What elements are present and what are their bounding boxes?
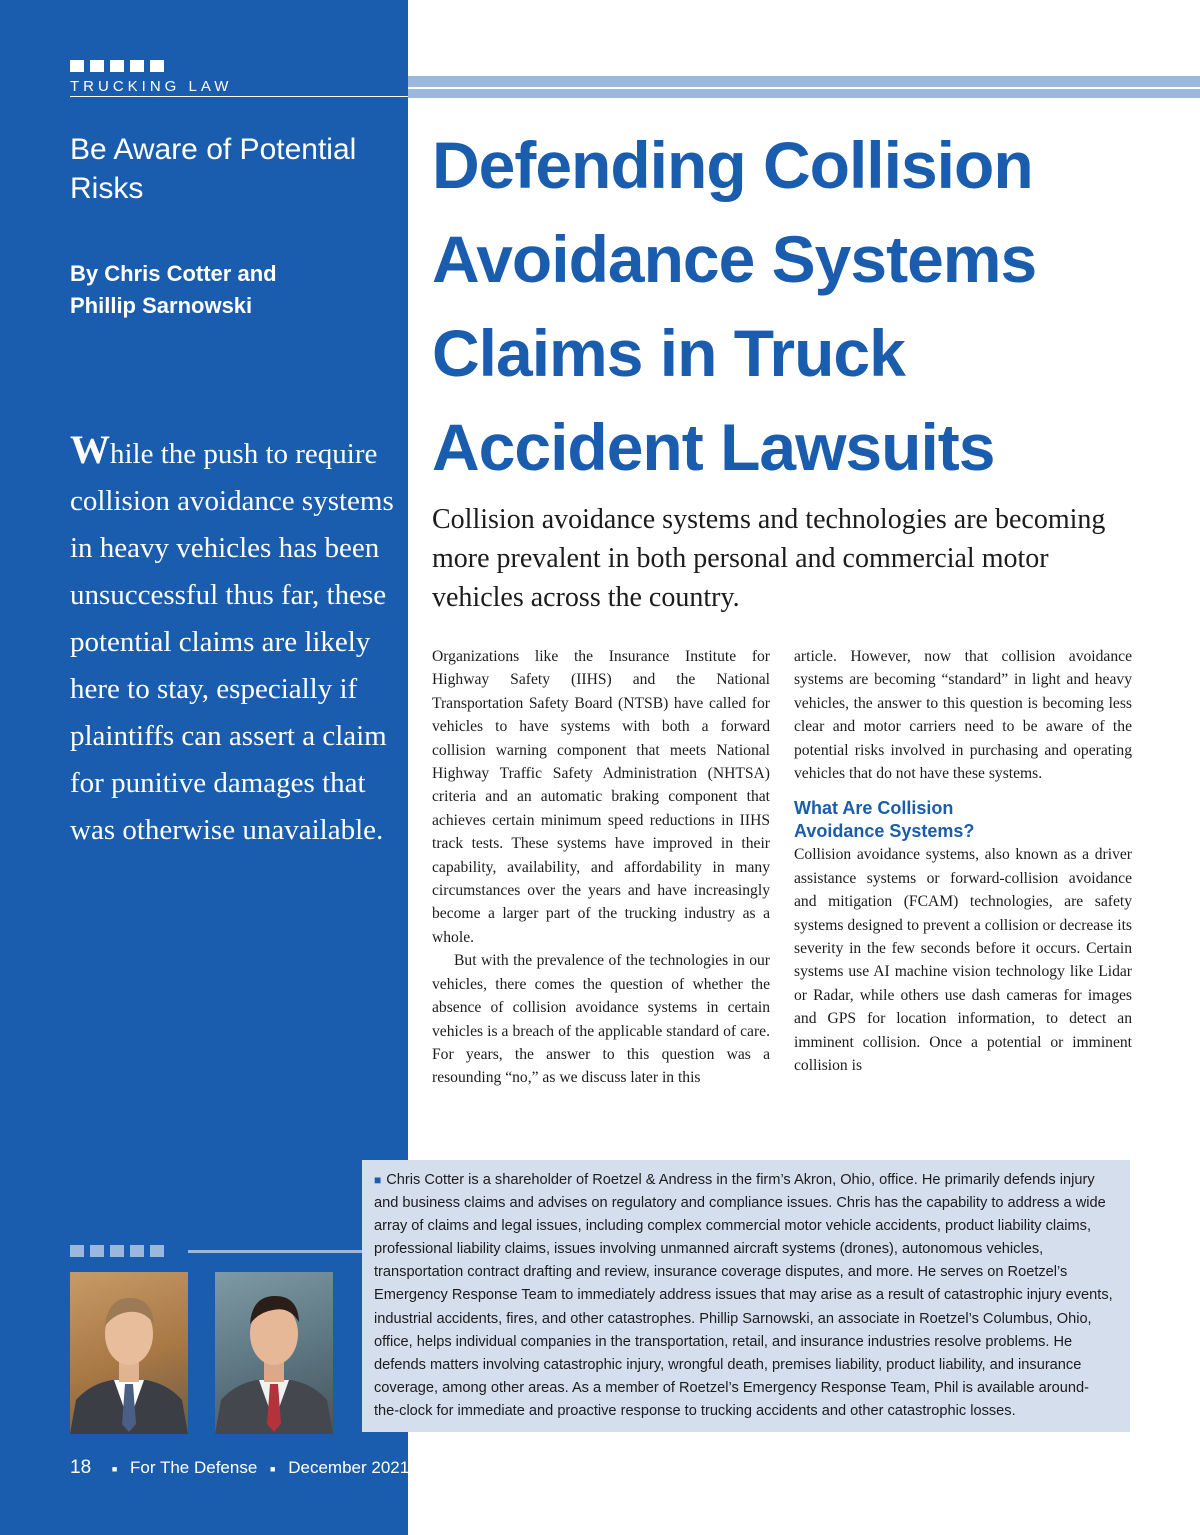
issue-date: December 2021	[288, 1458, 410, 1477]
body-paragraph: Organizations like the Insurance Institute for Highway Safety (IIHS) and the National Transportation Safety Board (NTSB) have called for vehicles to have systems with both a forward collision warning component that meets National Highway Traffic Safety Administration (NHTSA) criteria and an automatic braking component that achieves certain minimum speed reductions in IIHS track tests. These systems have improved in their capability, availability, and affordability in many circumstances over the years and have increasingly become a larger part of the trucking industry as a whole.	[432, 648, 770, 946]
section-label: TRUCKING LAW	[70, 78, 233, 95]
section-bar-stripe	[408, 76, 1200, 98]
author-photo-cotter	[70, 1272, 188, 1434]
publication-name: For The Defense	[130, 1458, 258, 1477]
pull-quote-text: hile the push to require collision avoidance systems in heavy vehicles has been unsuccessful thus far, these potential claims are likely here to stay, especially if plaintiffs can assert a claim for punitive damages that was otherwise unavailable.	[70, 438, 394, 846]
body-column-1	[432, 645, 770, 1090]
headline: Defending Collision Avoidance Systems Claims in Truck Accident Lawsuits	[432, 128, 1037, 484]
deck-subtitle: Collision avoidance systems and technologies are becoming more prevalent in both personal and commercial motor vehicles across the country.	[432, 504, 1106, 613]
subheading-line-1: What Are Collision	[794, 798, 954, 819]
body-paragraph: article. However, now that collision avoidance systems are becoming “standard” in light and heavy vehicles, the answer to this question is becoming less clear and motor carriers need to be aware of the potential risks involved in purchasing and operating vehicles that do not have these systems.	[794, 648, 1132, 783]
bio-bullet-icon: ■	[374, 1173, 382, 1187]
decorative-squares-bottom	[70, 1245, 400, 1259]
byline-line-2: Phillip Sarnowski	[70, 293, 253, 318]
pull-quote-dropcap: W	[70, 427, 110, 472]
kicker: Be Aware of Potential Risks	[70, 133, 357, 205]
body-paragraph: But with the prevalence of the technologies in our vehicles, there comes the question of whether the absence of collision avoidance systems in certain vehicles is a breach of the applicable standard of care. For years, the answer to this question was a resounding “no,” as we discuss later in this	[432, 952, 770, 1087]
subheading-line-2: Avoidance Systems?	[794, 821, 975, 842]
decorative-squares-top	[70, 60, 164, 72]
byline-line-1: By Chris Cotter and	[70, 261, 277, 286]
page-footer	[70, 1457, 409, 1479]
pull-quote	[70, 426, 395, 854]
body-column-2	[794, 645, 1132, 1078]
footer-separator-icon: ■	[111, 1463, 118, 1474]
subheading	[794, 797, 1132, 843]
section-bar	[0, 76, 1200, 98]
page-number: 18	[70, 1457, 92, 1478]
author-photo-sarnowski	[215, 1272, 333, 1434]
body-paragraph: Collision avoidance systems, also known as a driver assistance systems or forward-collision avoidance and mitigation (FCAM) technologies, are safety systems designed to prevent a collision or decrease its severity in the few seconds before it occurs. Certain systems use AI machine vision technology like Lidar or Radar, while others use dash cameras for images and GPS for location information, to detect an imminent collision. Once a potential or imminent collision is	[794, 846, 1132, 1075]
footer-separator-icon: ■	[270, 1463, 276, 1474]
byline	[70, 258, 390, 322]
author-bio-box	[362, 1160, 1130, 1432]
section-rule	[70, 96, 408, 97]
author-bio-text: Chris Cotter is a shareholder of Roetzel & Andress in the firm’s Akron, Ohio, office. He primarily defends injury and business claims and advises on regulatory and compliance issues. Chris has the capability to address a wide array of claims and legal issues, including complex commercial motor vehicle accidents, product liability claims, professional liability claims, issues involving unmanned aircraft systems (drones), autonomous vehicles, transportation contract drafting and review, insurance coverage disputes, and more. He serves on Roetzel’s Emergency Response Team to immediately address issues that may arise as a result of catastrophic injury events, industrial accidents, fires, and other catastrophes. Phillip Sarnowski, an associate in Roetzel’s Columbus, Ohio, office, helps individual companies in the transportation, retail, and insurance industries resolve problems. He defends matters involving catastrophic injury, wrongful death, premises liability, product liability, and insurance coverage, among other areas. As a member of Roetzel’s Emergency Response Team, Phil is available around-the-clock for immediate and proactive response to trucking accidents and other catastrophic losses.	[374, 1172, 1113, 1419]
